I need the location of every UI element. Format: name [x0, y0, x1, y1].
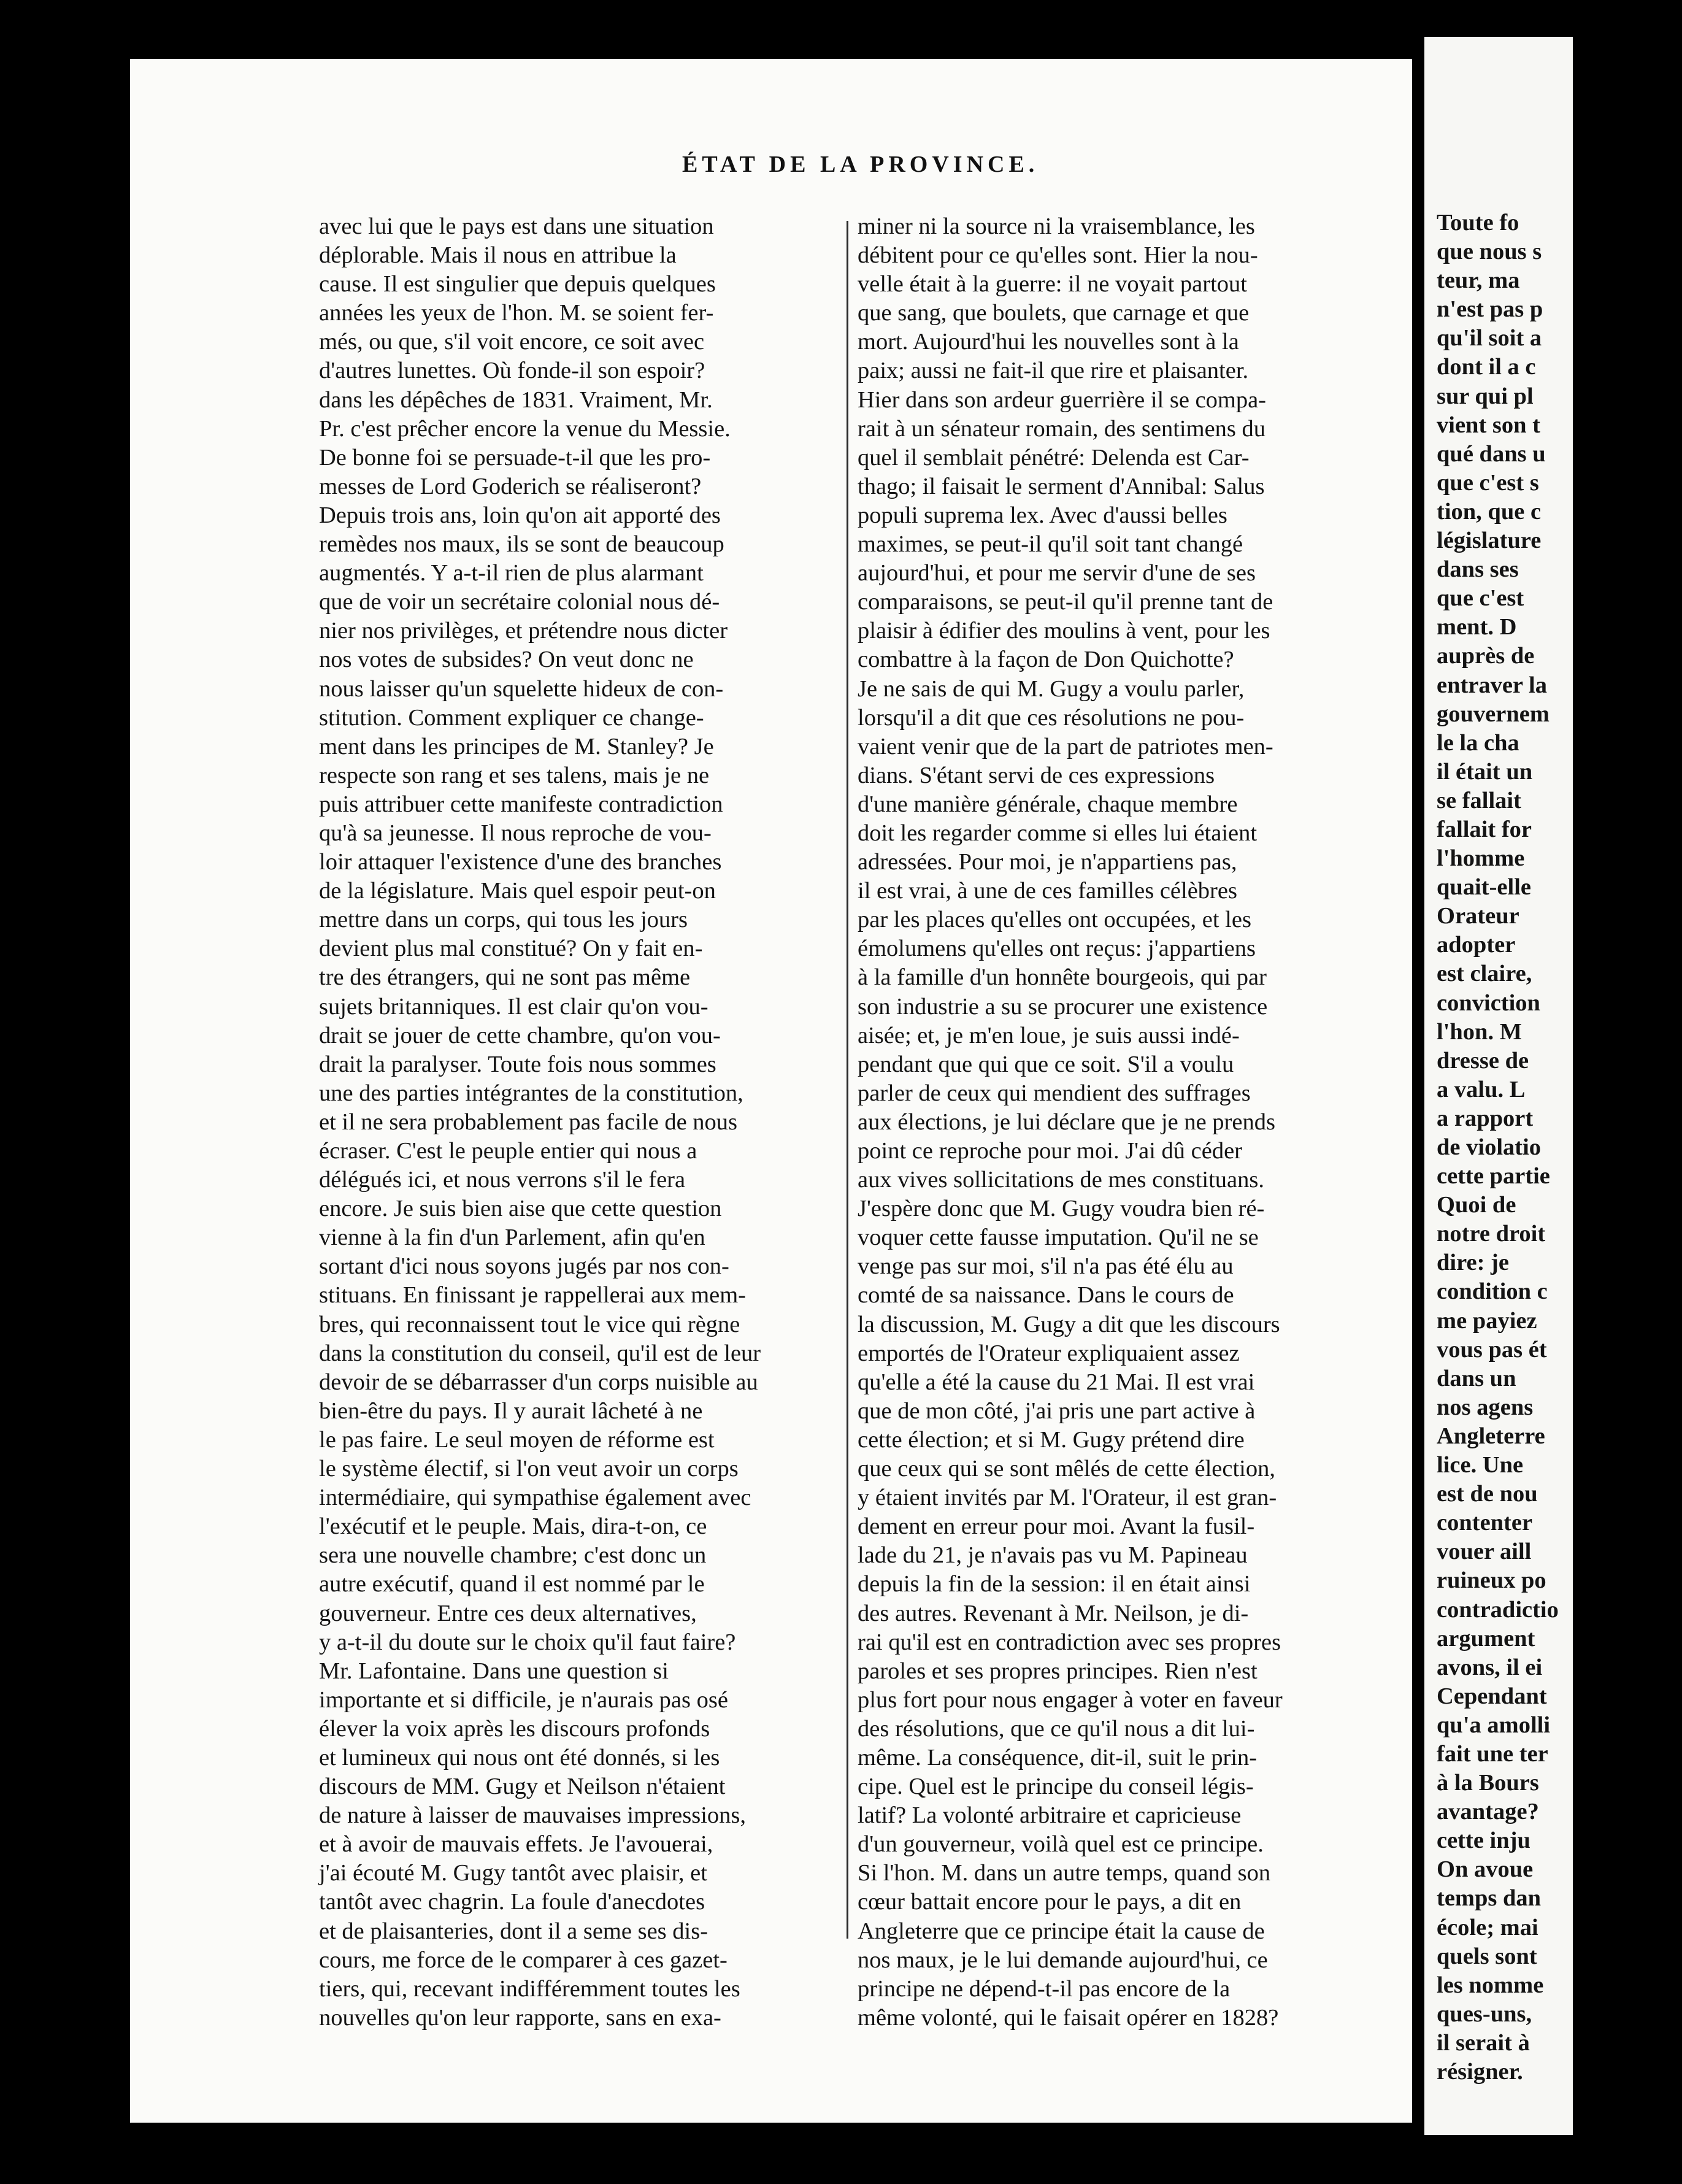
text-line: encore. Je suis bien aise que cette question [319, 1196, 722, 1222]
text-line: velle était à la guerre: il ne voyait partout [858, 271, 1247, 298]
text-line: qu'à sa jeunesse. Il nous reproche de vou- [319, 820, 712, 846]
text-line: que c'est [1437, 585, 1524, 612]
text-line: lade du 21, je n'avais pas vu M. Papineau [858, 1542, 1248, 1569]
text-line: tion, que c [1437, 498, 1542, 525]
text-line: le système électif, si l'on veut avoir un corps [319, 1456, 739, 1482]
text-line: quait-elle [1437, 874, 1531, 901]
text-line: adressées. Pour moi, je n'appartiens pas, [858, 849, 1237, 875]
text-line: loir attaquer l'existence d'une des branches [319, 849, 722, 875]
text-line: autre exécutif, quand il est nommé par le [319, 1571, 705, 1598]
text-line: plaisir à édifier des moulins à vent, pour les [858, 618, 1270, 644]
text-line: Angleterre [1437, 1423, 1545, 1449]
text-line: l'homme [1437, 845, 1525, 872]
text-line: Hier dans son ardeur guerrière il se compa- [858, 386, 1266, 413]
text-line: contenter [1437, 1510, 1533, 1536]
text-line: vient son t [1437, 412, 1540, 438]
text-line: argument [1437, 1625, 1535, 1651]
text-line: même. La conséquence, dit-il, suit le prin- [858, 1744, 1258, 1771]
text-line: tiers, qui, recevant indifféremment toutes les [319, 1975, 740, 2002]
text-line: pendant que qui que ce soit. S'il a voulu [858, 1051, 1234, 1077]
text-line: voquer cette fausse imputation. Qu'il ne se [858, 1225, 1259, 1251]
text-line: stituans. En finissant je rappellerai aux mem- [319, 1282, 747, 1309]
text-line: nouvelles qu'on leur rapporte, sans en exa- [319, 2004, 721, 2031]
text-line: auprès de [1437, 643, 1535, 669]
text-line: il était un [1437, 758, 1533, 785]
text-line: tre des étrangers, qui ne sont pas même [319, 964, 691, 991]
text-line: y étaient invités par M. l'Orateur, il est gran- [858, 1485, 1277, 1511]
text-line: contradictio [1437, 1596, 1559, 1623]
text-line: comparaisons, se peut-il qu'il prenne tant de [858, 589, 1273, 615]
right-column [858, 212, 1476, 2032]
text-line: cipe. Quel est le principe du conseil légis- [858, 1774, 1254, 1800]
text-line: vouer aill [1437, 1539, 1532, 1565]
text-line: entraver la [1437, 672, 1547, 698]
text-line: miner ni la source ni la vraisemblance, les [858, 213, 1255, 239]
text-line: principe ne dépend-t-il pas encore de la [858, 1975, 1231, 2002]
text-line: point ce reproche pour moi. J'ai dû céder [858, 1138, 1242, 1164]
text-line: ruineux po [1437, 1567, 1546, 1594]
text-line: qu'elle a été la cause du 21 Mai. Il est vrai [858, 1369, 1255, 1395]
text-line: la discussion, M. Gugy a dit que les discours [858, 1311, 1280, 1337]
text-line: nous laisser qu'un squelette hideux de con- [319, 675, 724, 702]
text-line: Toute fo [1437, 210, 1519, 236]
text-line: drait la paralyser. Toute fois nous sommes [319, 1051, 716, 1077]
text-line: drait se jouer de cette chambre, qu'on vou- [319, 1022, 721, 1048]
text-line: maximes, se peut-il qu'il soit tant changé [858, 531, 1243, 558]
text-line: sur qui pl [1437, 383, 1534, 409]
text-line: émolumens qu'elles ont reçus: j'appartiens [858, 936, 1256, 962]
text-line: bien-être du pays. Il y aurait lâcheté à ne [319, 1398, 703, 1424]
text-line: teur, ma [1437, 267, 1520, 294]
text-line: temps dan [1437, 1885, 1542, 1912]
text-line: délégués ici, et nous verrons s'il le fera [319, 1167, 686, 1193]
text-line: devient plus mal constitué? On y fait en- [319, 936, 703, 962]
text-line: que de voir un secrétaire colonial nous dé- [319, 589, 720, 615]
text-line: parler de ceux qui mendient des suffrages [858, 1080, 1251, 1106]
next-page-column [1437, 209, 1682, 2086]
text-line: me payiez [1437, 1307, 1537, 1334]
text-line: que de mon côté, j'ai pris une part active à [858, 1398, 1256, 1424]
text-line: rait à un sénateur romain, des sentimens du [858, 415, 1266, 442]
text-line: cours, me force de le comparer à ces gazet- [319, 1947, 728, 1973]
text-line: dans la constitution du conseil, qu'il est de leur [319, 1340, 761, 1366]
text-line: J'espère donc que M. Gugy voudra bien ré- [858, 1196, 1265, 1222]
text-line: une des parties intégrantes de la constitution, [319, 1080, 743, 1106]
text-line: respecte son rang et ses talens, mais je ne [319, 762, 710, 788]
text-line: adopter [1437, 932, 1516, 958]
text-line: et lumineux qui nous ont été donnés, si les [319, 1744, 720, 1771]
text-line: Cependant [1437, 1683, 1547, 1709]
text-line: depuis la fin de la session: il en était ainsi [858, 1571, 1251, 1598]
text-line: vaient venir que de la part de patriotes men- [858, 733, 1273, 759]
text-line: et à avoir de mauvais effets. Je l'avouerai, [319, 1831, 713, 1858]
text-line: cette élection; et si M. Gugy prétend dire [858, 1426, 1245, 1453]
text-line: ques-uns, [1437, 2001, 1532, 2027]
text-line: des autres. Revenant à Mr. Neilson, je di- [858, 1600, 1249, 1626]
text-line: que nous s [1437, 239, 1542, 265]
text-line: de violatio [1437, 1134, 1542, 1160]
text-line: ment dans les principes de M. Stanley? Je [319, 733, 714, 759]
text-line: que c'est s [1437, 469, 1539, 496]
text-line: aisée; et, je m'en loue, je suis aussi indé- [858, 1022, 1240, 1048]
text-line: résigner. [1437, 2059, 1523, 2085]
text-line: à la famille d'un honnête bourgeois, qui par [858, 964, 1267, 991]
text-line: discours de MM. Gugy et Neilson n'étaient [319, 1774, 726, 1800]
text-line: se fallait [1437, 787, 1521, 813]
text-line: aux élections, je lui déclare que je ne prends [858, 1109, 1275, 1135]
text-line: comté de sa naissance. Dans le cours de [858, 1282, 1234, 1309]
text-line: combattre à la façon de Don Quichotte? [858, 647, 1234, 673]
text-line: à la Bours [1437, 1770, 1539, 1796]
text-line: n'est pas p [1437, 296, 1543, 323]
text-line: Si l'hon. M. dans un autre temps, quand son [858, 1860, 1271, 1886]
text-line: que ceux qui se sont mêlés de cette élection, [858, 1456, 1275, 1482]
text-line: déplorable. Mais il nous en attribue la [319, 242, 677, 269]
text-line: notre droit [1437, 1221, 1546, 1247]
text-line: rai qu'il est en contradiction avec ses propres [858, 1629, 1281, 1655]
text-line: l'exécutif et le peuple. Mais, dira-t-on, ce [319, 1513, 707, 1540]
text-line: d'une manière générale, chaque membre [858, 791, 1238, 817]
text-line: tantôt avec chagrin. La foule d'anecdotes [319, 1889, 705, 1915]
text-line: qu'il soit a [1437, 325, 1542, 352]
text-line: dire: je [1437, 1250, 1509, 1276]
text-line: nier nos privilèges, et prétendre nous dicter [319, 618, 728, 644]
text-line: populi suprema lex. Avec d'aussi belles [858, 502, 1227, 528]
text-line: sortant d'ici nous soyons jugés par nos con- [319, 1253, 729, 1280]
text-line: écraser. C'est le peuple entier qui nous a [319, 1138, 697, 1164]
text-line: et de plaisanteries, dont il a seme ses dis- [319, 1918, 709, 1944]
text-line: d'autres lunettes. Où fonde-il son espoir? [319, 358, 705, 384]
text-line: et il ne sera probablement pas facile de nous [319, 1109, 738, 1135]
text-line: qu'a amolli [1437, 1712, 1551, 1738]
text-line: des résolutions, que ce qu'il nous a dit lui- [858, 1715, 1255, 1742]
text-line: nos votes de subsides? On veut donc ne [319, 647, 694, 673]
text-line: débitent pour ce qu'elles sont. Hier la nou- [858, 242, 1258, 269]
book-page [130, 59, 1412, 2123]
text-line: fallait for [1437, 816, 1532, 842]
text-line: il serait à [1437, 2029, 1530, 2056]
text-line: école; mai [1437, 1914, 1538, 1940]
text-line: stitution. Comment expliquer ce change- [319, 704, 704, 731]
text-line: Pr. c'est prêcher encore la venue du Messie. [319, 415, 731, 442]
text-line: les nomme [1437, 1972, 1544, 1998]
text-line: puis attribuer cette manifeste contradiction [319, 791, 723, 817]
left-column [319, 212, 937, 2032]
text-line: son industrie a su se procurer une existence [858, 993, 1268, 1020]
text-line: vous pas ét [1437, 1336, 1547, 1363]
text-line: de la législature. Mais quel espoir peut-on [319, 878, 716, 904]
text-line: Mr. Lafontaine. Dans une question si [319, 1658, 669, 1684]
text-line: conviction [1437, 990, 1540, 1016]
text-line: cause. Il est singulier que depuis quelques [319, 271, 716, 298]
text-line: élever la voix après les discours profonds [319, 1715, 710, 1742]
text-line: législature [1437, 528, 1542, 554]
text-line: condition c [1437, 1278, 1548, 1305]
text-line: Je ne sais de qui M. Gugy a voulu parler, [858, 675, 1245, 702]
text-line: ment. D [1437, 614, 1517, 640]
next-page-edge [1424, 37, 1573, 2135]
text-line: sujets britanniques. Il est clair qu'on vou- [319, 993, 709, 1020]
text-line: y a-t-il du doute sur le choix qu'il faut faire? [319, 1629, 736, 1655]
text-line: plus fort pour nous engager à voter en faveur [858, 1686, 1283, 1713]
text-line: d'un gouverneur, voilà quel est ce principe. [858, 1831, 1264, 1858]
text-line: intermédiaire, qui sympathise également avec [319, 1485, 751, 1511]
text-line: paix; aussi ne fait-il que rire et plaisanter. [858, 358, 1249, 384]
text-line: par les places qu'elles ont occupées, et les [858, 907, 1251, 933]
text-line: aux vives sollicitations de mes constituans. [858, 1167, 1264, 1193]
text-line: a valu. L [1437, 1076, 1526, 1102]
text-line: dans les dépêches de 1831. Vraiment, Mr. [319, 386, 713, 413]
text-line: est claire, [1437, 961, 1532, 987]
text-line: cœur battait encore pour le pays, a dit en [858, 1889, 1242, 1915]
text-line: a rapport [1437, 1105, 1534, 1131]
text-line: Orateur [1437, 903, 1519, 929]
text-line: avec lui que le pays est dans une situation [319, 213, 714, 239]
text-line: quels sont [1437, 1943, 1537, 1969]
text-line: fait une ter [1437, 1740, 1548, 1767]
text-line: dement en erreur pour moi. Avant la fusil- [858, 1513, 1255, 1540]
text-line: dans un [1437, 1365, 1516, 1391]
text-line: dans ses [1437, 556, 1519, 583]
text-line: augmentés. Y a-t-il rien de plus alarmant [319, 560, 704, 586]
text-line: cette inju [1437, 1828, 1530, 1854]
text-line: que sang, que boulets, que carnage et que [858, 300, 1250, 326]
text-line: mettre dans un corps, qui tous les jours [319, 907, 688, 933]
text-line: Angleterre que ce principe était la cause de [858, 1918, 1265, 1944]
text-line: importante et si difficile, je n'aurais pas osé [319, 1686, 728, 1713]
text-line: dresse de [1437, 1047, 1529, 1074]
next-page-text-clip [1437, 209, 1559, 2085]
text-line: gouverneur. Entre ces deux alternatives, [319, 1600, 697, 1626]
text-line: le la cha [1437, 729, 1519, 756]
text-line: nos maux, je le lui demande aujourd'hui, ce [858, 1947, 1268, 1973]
text-line: dont il a c [1437, 354, 1536, 380]
text-line: le pas faire. Le seul moyen de réforme est [319, 1426, 715, 1453]
text-line: dians. S'étant servi de ces expressions [858, 762, 1215, 788]
text-line: bres, qui reconnaissent tout le vice qui règne [319, 1311, 740, 1337]
text-line: est de nou [1437, 1481, 1538, 1507]
text-line: emportés de l'Orateur expliquaient assez [858, 1340, 1240, 1366]
text-line: avons, il ei [1437, 1654, 1543, 1680]
text-line: lorsqu'il a dit que ces résolutions ne pou- [858, 704, 1245, 731]
text-line: nos agens [1437, 1394, 1534, 1420]
text-line: lice. Une [1437, 1452, 1524, 1478]
text-line: de nature à laisser de mauvaises impressions, [319, 1802, 747, 1829]
text-line: vienne à la fin d'un Parlement, afin qu'en [319, 1225, 705, 1251]
text-line: Quoi de [1437, 1192, 1516, 1218]
text-line: mort. Aujourd'hui les nouvelles sont à la [858, 329, 1239, 355]
text-line: més, ou que, s'il voit encore, ce soit avec [319, 329, 705, 355]
text-line: aujourd'hui, et pour me servir d'une de ses [858, 560, 1256, 586]
text-line: messes de Lord Goderich se réaliseront? [319, 473, 702, 499]
text-line: avantage? [1437, 1799, 1539, 1825]
text-line: doit les regarder comme si elles lui étaient [858, 820, 1258, 846]
text-line: paroles et ses propres principes. Rien n'est [858, 1658, 1258, 1684]
text-line: quel il semblait pénétré: Delenda est Car- [858, 444, 1250, 471]
text-line: De bonne foi se persuade-t-il que les pro- [319, 444, 711, 471]
text-line: même volonté, qui le faisait opérer en 1828? [858, 2004, 1279, 2031]
text-line: latif? La volonté arbitraire et capricieuse [858, 1802, 1242, 1829]
text-line: j'ai écouté M. Gugy tantôt avec plaisir, et [319, 1860, 707, 1886]
text-line: gouvernem [1437, 701, 1550, 727]
text-line: venge pas sur moi, s'il n'a pas été élu au [858, 1253, 1234, 1280]
text-line: thago; il faisait le serment d'Annibal: Salus [858, 473, 1265, 499]
text-line: l'hon. M [1437, 1018, 1523, 1045]
text-line: On avoue [1437, 1856, 1534, 1883]
running-head: ÉTAT DE LA PROVINCE. [682, 152, 1039, 177]
text-line: remèdes nos maux, ils se sont de beaucoup [319, 531, 724, 558]
text-line: sera une nouvelle chambre; c'est donc un [319, 1542, 707, 1569]
text-line: qué dans u [1437, 440, 1546, 467]
text-line: années les yeux de l'hon. M. se soient fer- [319, 300, 714, 326]
text-line: il est vrai, à une de ces familles célèbres [858, 878, 1237, 904]
text-line: Depuis trois ans, loin qu'on ait apporté des [319, 502, 721, 528]
text-line: devoir de se débarrasser d'un corps nuisible au [319, 1369, 758, 1395]
text-line: cette partie [1437, 1163, 1550, 1190]
